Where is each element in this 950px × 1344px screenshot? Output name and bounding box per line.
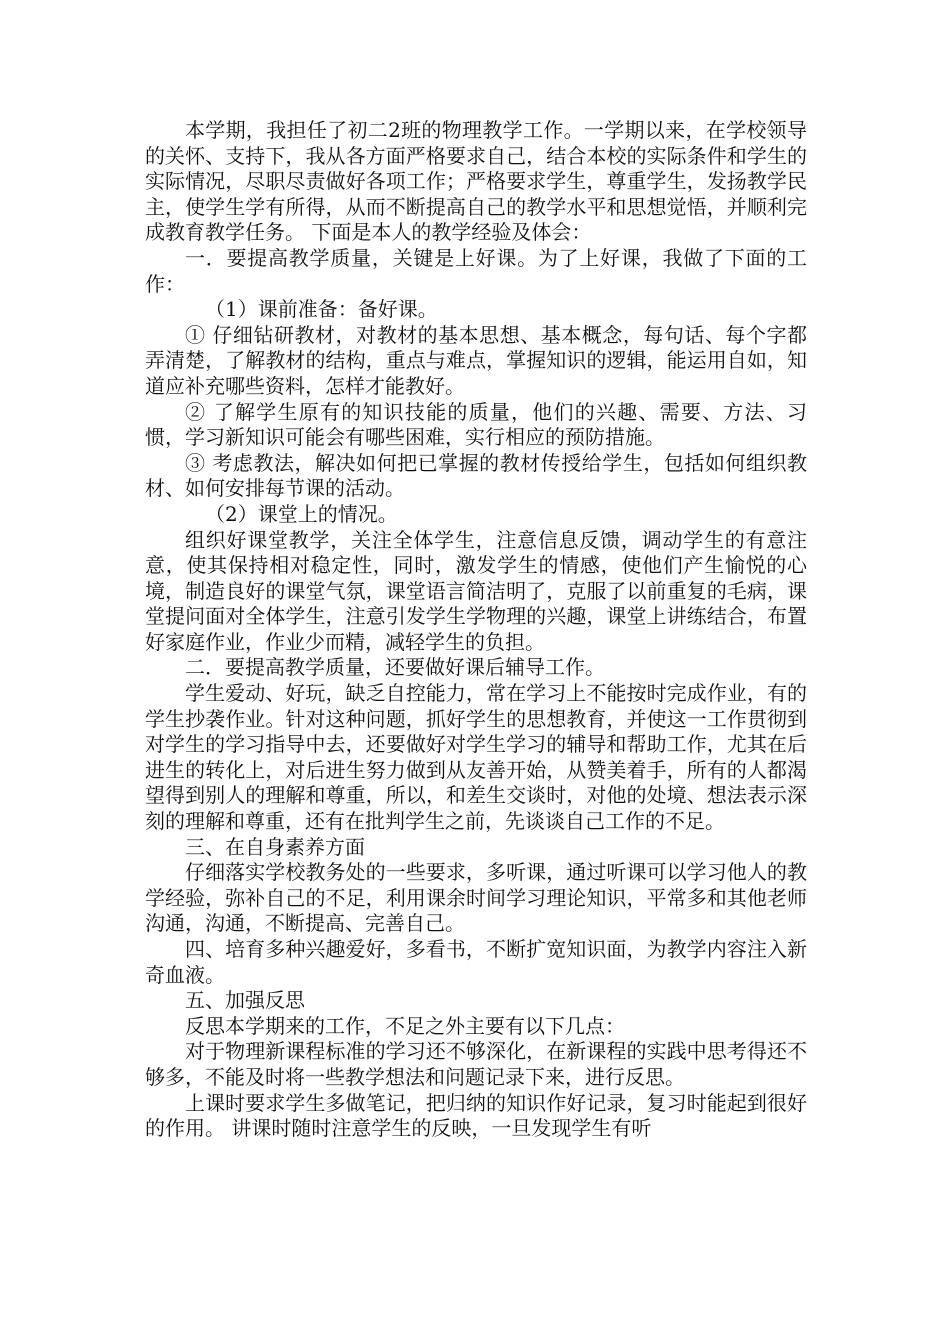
paragraph-point-3: ③ 考虑教法，解决如何把已掌握的教材传授给学生，包括如何组织教材、如何安排每节课的活动。 — [145, 450, 807, 501]
heading-section-1: 一．要提高教学质量，关键是上好课。为了上好课，我做了下面的工作： — [145, 245, 807, 296]
paragraph-tutoring: 学生爱动、好玩，缺乏自控能力，常在学习上不能按时完成作业，有的学生抄袭作业。针对这种问题，抓好学生的思想教育，并使这一工作贯彻到对学生的学习指导中去，还要做好对学生学习的辅导和帮助工作，尤其在后进生的转化上，对后进生努力做到从友善开始，从赞美着手，所有的人都渴望得到别人的理解和尊重，所以，和差生交谈时，对他的处境、想法表示深刻的理解和尊重，还有在批判学生之前，先谈谈自己工作的不足。 — [145, 681, 807, 834]
paragraph-intro: 本学期，我担任了初二2班的物理教学工作。一学期以来，在学校领导的关怀、支持下，我从各方面严格要求自己，结合本校的实际条件和学生的实际情况，尽职尽责做好各项工作；严格要求学生，尊重学生，发扬教学民主，使学生学有所得，从而不断提高自己的教学水平和思想觉悟，并顺利完成教育教学任务。 下面是本人的教学经验及体会： — [145, 118, 807, 245]
subheading-preparation: （1）课前准备：备好课。 — [205, 297, 438, 322]
heading-section-3: 三、在自身素养方面 — [185, 834, 365, 859]
paragraph-point-1: ① 仔细钻研教材，对教材的基本思想、基本概念，每句话、每个字都弄清楚，了解教材的结构，重点与难点，掌握知识的逻辑，能运用自如，知道应补充哪些资料，怎样才能教好。 — [145, 322, 807, 398]
paragraph-classroom: 组织好课堂教学，关注全体学生，注意信息反馈，调动学生的有意注意，使其保持相对稳定性，同时，激发学生的情感，使他们产生愉悦的心境，制造良好的课堂气氛，课堂语言简洁明了，克服了以前重复的毛病，课堂提问面对全体学生，注意引发学生学物理的兴趣，课堂上讲练结合，布置好家庭作业，作业少而精，减轻学生的负担。 — [145, 527, 807, 654]
paragraph-reflection-2: 上课时要求学生多做笔记，把归纳的知识作好记录，复习时能起到很好的作用。 讲课时随时注意学生的反映，一旦发现学生有听 — [145, 1090, 807, 1141]
paragraph-self-improvement: 仔细落实学校教务处的一些要求，多听课，通过听课可以学习他人的教学经验，弥补自己的不足，利用课余时间学习理论知识，平常多和其他老师沟通，沟通，不断提高、完善自己。 — [145, 860, 807, 936]
paragraph-reflection-1: 对于物理新课程标准的学习还不够深化，在新课程的实践中思考得还不够多，不能及时将一些教学想法和问题记录下来，进行反思。 — [145, 1039, 807, 1089]
subheading-classroom: （2）课堂上的情况。 — [205, 501, 398, 526]
heading-section-2: 二．要提高教学质量，还要做好课后辅导工作。 — [185, 655, 605, 680]
heading-section-5: 五、加强反思 — [185, 988, 305, 1013]
paragraph-reflection-intro: 反思本学期来的工作，不足之外主要有以下几点： — [185, 1013, 625, 1038]
heading-section-4: 四、培育多种兴趣爱好，多看书，不断扩宽知识面，为教学内容注入新奇血液。 — [145, 937, 807, 987]
document-body — [145, 118, 807, 1142]
paragraph-point-2: ② 了解学生原有的知识技能的质量，他们的兴趣、需要、方法、习惯，学习新知识可能会有哪些困难，实行相应的预防措施。 — [145, 399, 807, 450]
